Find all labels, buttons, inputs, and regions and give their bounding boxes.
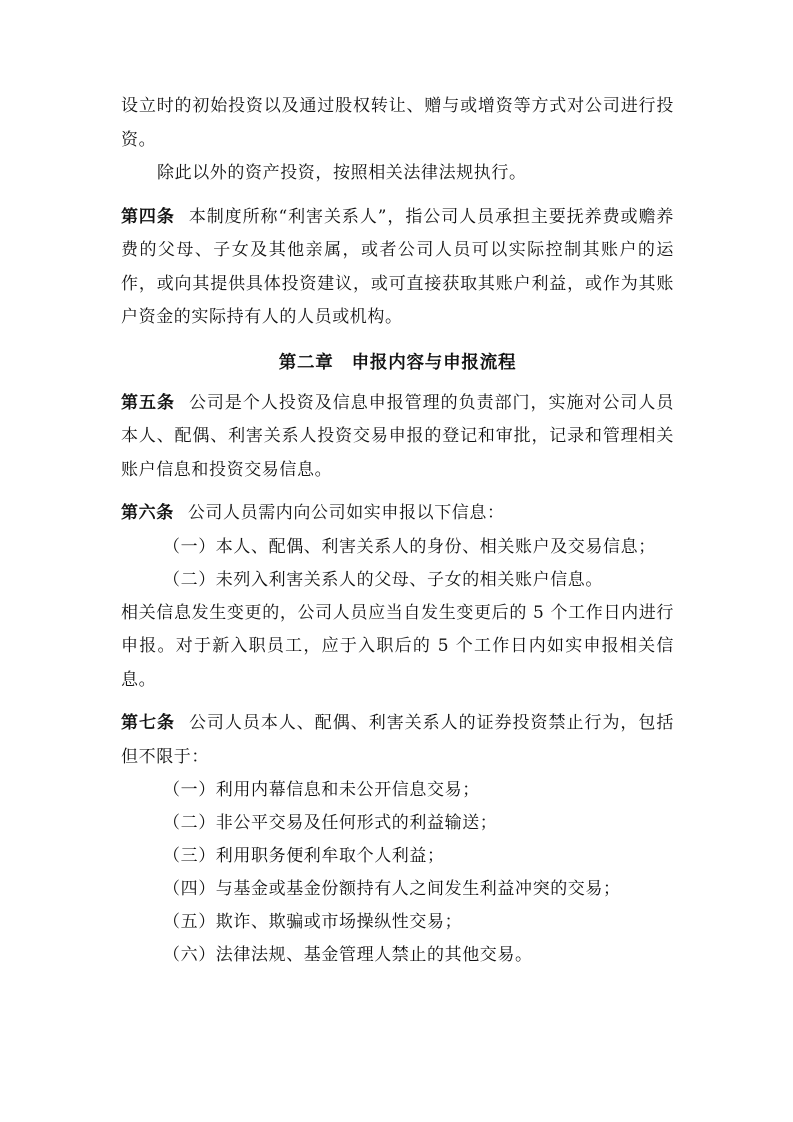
article-6 bbox=[121, 497, 674, 531]
intro-paragraph-1: 设立时的初始投资以及通过股权转让、赠与或增资等方式对公司进行投资。 bbox=[121, 96, 674, 150]
article-7-item: （五）欺诈、欺骗或市场操纵性交易； bbox=[163, 912, 463, 932]
intro-paragraph-2: 除此以外的资产投资，按照相关法律法规执行。 bbox=[157, 163, 527, 183]
article-5 bbox=[121, 387, 674, 488]
article-5-heading: 第五条 bbox=[121, 392, 175, 413]
article-4-heading: 第四条 bbox=[121, 206, 175, 227]
document-body bbox=[121, 90, 674, 972]
article-6-item: （二）未列入利害关系人的父母、子女的相关账户信息。 bbox=[163, 569, 603, 590]
article-7-heading: 第七条 bbox=[121, 713, 175, 733]
article-7-item: （四）与基金或基金份额持有人之间发生利益冲突的交易； bbox=[163, 879, 621, 899]
chapter-2-number: 第二章 bbox=[278, 352, 334, 373]
article-7-item: （一）利用内幕信息和未公开信息交易； bbox=[163, 780, 480, 800]
chapter-2-heading bbox=[121, 343, 674, 383]
article-7-item: （二）非公平交易及任何形式的利益输送； bbox=[163, 813, 498, 833]
article-7-item: （六）法律法规、基金管理人禁止的其他交易。 bbox=[163, 945, 533, 965]
article-6-text: 公司人员需内向公司如实申报以下信息： bbox=[187, 503, 505, 523]
article-6-after: 相关信息发生变更的，公司人员应当自发生变更后的 5 个工作日内进行申报。对于新入职员工，应于入职后的 5 个工作日内如实申报相关信息。 bbox=[121, 602, 674, 690]
article-6-heading: 第六条 bbox=[121, 503, 174, 523]
article-4-text: 本制度所称“利害关系人”，指公司人员承担主要抚养费或赡养费的父母、子女及其他亲属，或者公司人员可以实际控制其账户的运作，或向其提供具体投资建议，或可直接获取其账户利益，或作为其账户资金的实际持有人的人员或机构。 bbox=[121, 206, 674, 327]
article-7-text: 公司人员本人、配偶、利害关系人的证券投资禁止行为，包括但不限于： bbox=[121, 713, 674, 767]
article-4 bbox=[121, 201, 674, 335]
chapter-2-title: 申报内容与申报流程 bbox=[351, 352, 517, 373]
article-5-text: 公司是个人投资及信息申报管理的负责部门，实施对公司人员本人、配偶、利害关系人投资交易申报的登记和审批，记录和管理相关账户信息和投资交易信息。 bbox=[121, 392, 674, 480]
article-7-item: （三）利用职务便利牟取个人利益； bbox=[163, 846, 445, 866]
article-7 bbox=[121, 707, 674, 774]
article-6-item: （一）本人、配偶、利害关系人的身份、相关账户及交易信息； bbox=[163, 536, 656, 557]
